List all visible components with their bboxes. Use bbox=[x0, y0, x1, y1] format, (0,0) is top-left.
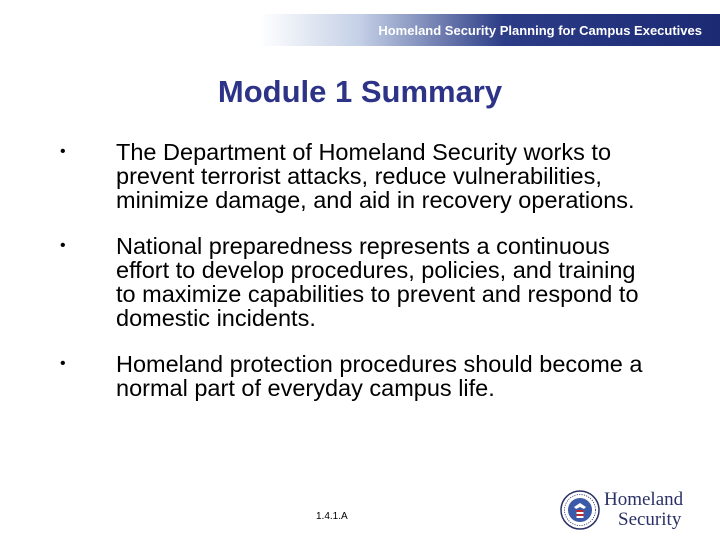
bullet-item-2 bbox=[60, 234, 660, 330]
dhs-seal-icon bbox=[560, 490, 600, 530]
bullet-text: The Department of Homeland Security works to prevent terrorist attacks, reduce vulnerabilities, minimize damage, and aid in recovery operations. bbox=[116, 139, 635, 213]
bullet-dot-icon: • bbox=[60, 237, 66, 254]
bullet-dot-icon: • bbox=[60, 355, 66, 372]
logo-line-homeland: Homeland bbox=[604, 489, 684, 510]
header-title: Homeland Security Planning for Campus Executives bbox=[378, 23, 702, 38]
dhs-logo bbox=[556, 488, 706, 534]
bullet-text: National preparedness represents a continuous effort to develop procedures, policies, and training to maximize capabilities to prevent and respond to domestic incidents. bbox=[116, 233, 639, 331]
bullet-item-3 bbox=[60, 352, 660, 400]
logo-line-security: Security bbox=[618, 509, 682, 530]
bullet-item-1 bbox=[60, 140, 660, 212]
bullet-list bbox=[60, 140, 660, 422]
slide-title: Module 1 Summary bbox=[217, 74, 503, 109]
slide-code: 1.4.1.A bbox=[316, 511, 348, 522]
bullet-dot-icon: • bbox=[60, 143, 66, 160]
dhs-wordmark bbox=[604, 490, 704, 530]
bullet-text: Homeland protection procedures should become a normal part of everyday campus life. bbox=[116, 351, 643, 401]
